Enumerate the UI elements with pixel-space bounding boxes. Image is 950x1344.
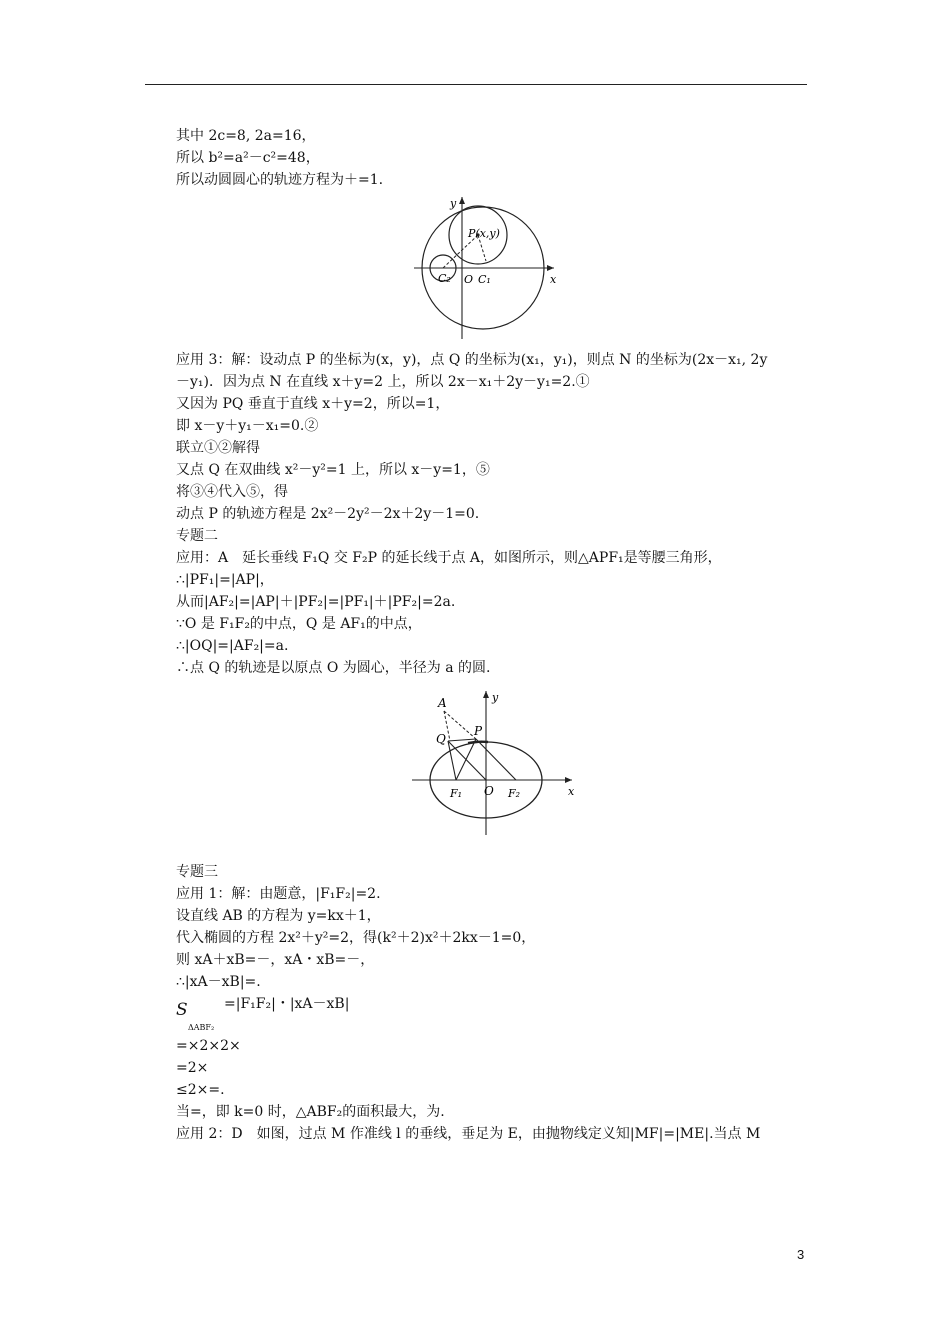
- text-line: ∴|PF₁|=|AP|，: [176, 572, 274, 588]
- page-number: 3: [797, 1247, 805, 1262]
- text-line: 所以 b²=a²－c²=48，: [176, 150, 320, 166]
- text-line: =×2×2×: [176, 1038, 241, 1054]
- fig1-label-y: y: [450, 197, 457, 210]
- text-line: 应用 1：解：由题意，|F₁F₂|=2.: [176, 886, 381, 902]
- text-line: －y₁)．因为点 N 在直线 x＋y=2 上，所以 2x－x₁＋2y－y₁=2.①: [176, 374, 590, 390]
- text-line: ∴|OQ|=|AF₂|=a.: [176, 638, 289, 654]
- text-line: 从而|AF₂|=|AP|＋|PF₂|=|PF₁|＋|PF₂|=2a.: [176, 594, 456, 610]
- area-symbol: S: [176, 1000, 188, 1020]
- fig2-label-f2: F₂: [508, 787, 521, 800]
- area-formula-line: [176, 993, 816, 1035]
- fig2-label-y: y: [492, 691, 499, 704]
- text-line: 将③④代入⑤，得: [176, 484, 288, 500]
- text-line: 当=，即 k=0 时，△ABF₂的面积最大，为.: [176, 1104, 445, 1120]
- text-line: ∴点 Q 的轨迹是以原点 O 为圆心，半径为 a 的圆.: [176, 660, 491, 676]
- text-line: 又点 Q 在双曲线 x²－y²=1 上，所以 x－y=1，⑤: [176, 462, 490, 478]
- section-heading: 专题二: [176, 528, 218, 544]
- text-line: 动点 P 的轨迹方程是 2x²－2y²－2x＋2y－1=0.: [176, 506, 480, 522]
- circle-locus-figure: [414, 193, 560, 341]
- ellipse-locus-figure: [412, 689, 584, 837]
- text-line: ∴|xA－xB|=.: [176, 974, 261, 990]
- header-rule: [145, 84, 807, 85]
- fig2-label-a: A: [438, 696, 447, 710]
- fig2-label-q: Q: [436, 732, 446, 746]
- text-line: =2×: [176, 1060, 209, 1076]
- text-line: 则 xA＋xB=－，xA・xB=－，: [176, 952, 375, 968]
- fig1-label-c1: C₁: [478, 273, 491, 286]
- text-line: 联立①②解得: [176, 440, 260, 456]
- text-line: ≤2×=.: [176, 1082, 225, 1098]
- fig2-label-x: x: [568, 785, 575, 798]
- section-heading: 专题三: [176, 864, 218, 880]
- fig2-label-p: P: [474, 724, 483, 738]
- text-line: 应用 2：D 如图，过点 M 作准线 l 的垂线，垂足为 E，由抛物线定义知|MF|=|ME|.当点 M: [176, 1126, 761, 1142]
- fig1-label-o: O: [464, 273, 474, 286]
- fig1-label-x: x: [550, 273, 557, 286]
- text-line: 所以动圆圆心的轨迹方程为＋=1.: [176, 172, 384, 188]
- fig2-label-o: O: [484, 784, 494, 798]
- text-line: 其中 2c=8, 2a=16，: [176, 128, 316, 144]
- area-formula-rest: =|F₁F₂|・|xA－xB|: [224, 996, 350, 1012]
- area-subscript: ΔABF₂: [188, 1023, 215, 1032]
- fig1-label-p: P(x,y): [468, 227, 500, 240]
- text-line: 代入椭圆的方程 2x²＋y²=2，得(k²＋2)x²＋2kx－1=0，: [176, 930, 536, 946]
- text-line: ∵O 是 F₁F₂的中点，Q 是 AF₁的中点，: [176, 616, 422, 632]
- text-line: 应用 3：解：设动点 P 的坐标为(x，y)，点 Q 的坐标为(x₁，y₁)，则点 N 的坐标为(2x－x₁, 2y: [176, 352, 768, 368]
- text-line: 应用：A 延长垂线 F₁Q 交 F₂P 的延长线于点 A，如图所示，则△APF₁是等腰三角形，: [176, 550, 722, 566]
- page-content: [176, 125, 816, 1145]
- text-line: 又因为 PQ 垂直于直线 x＋y=2，所以=1，: [176, 396, 450, 412]
- fig1-label-c2: C₂: [438, 272, 451, 285]
- text-line: 即 x－y＋y₁－x₁=0.②: [176, 418, 319, 434]
- text-line: 设直线 AB 的方程为 y=kx＋1，: [176, 908, 381, 924]
- fig2-label-f1: F₁: [450, 787, 463, 800]
